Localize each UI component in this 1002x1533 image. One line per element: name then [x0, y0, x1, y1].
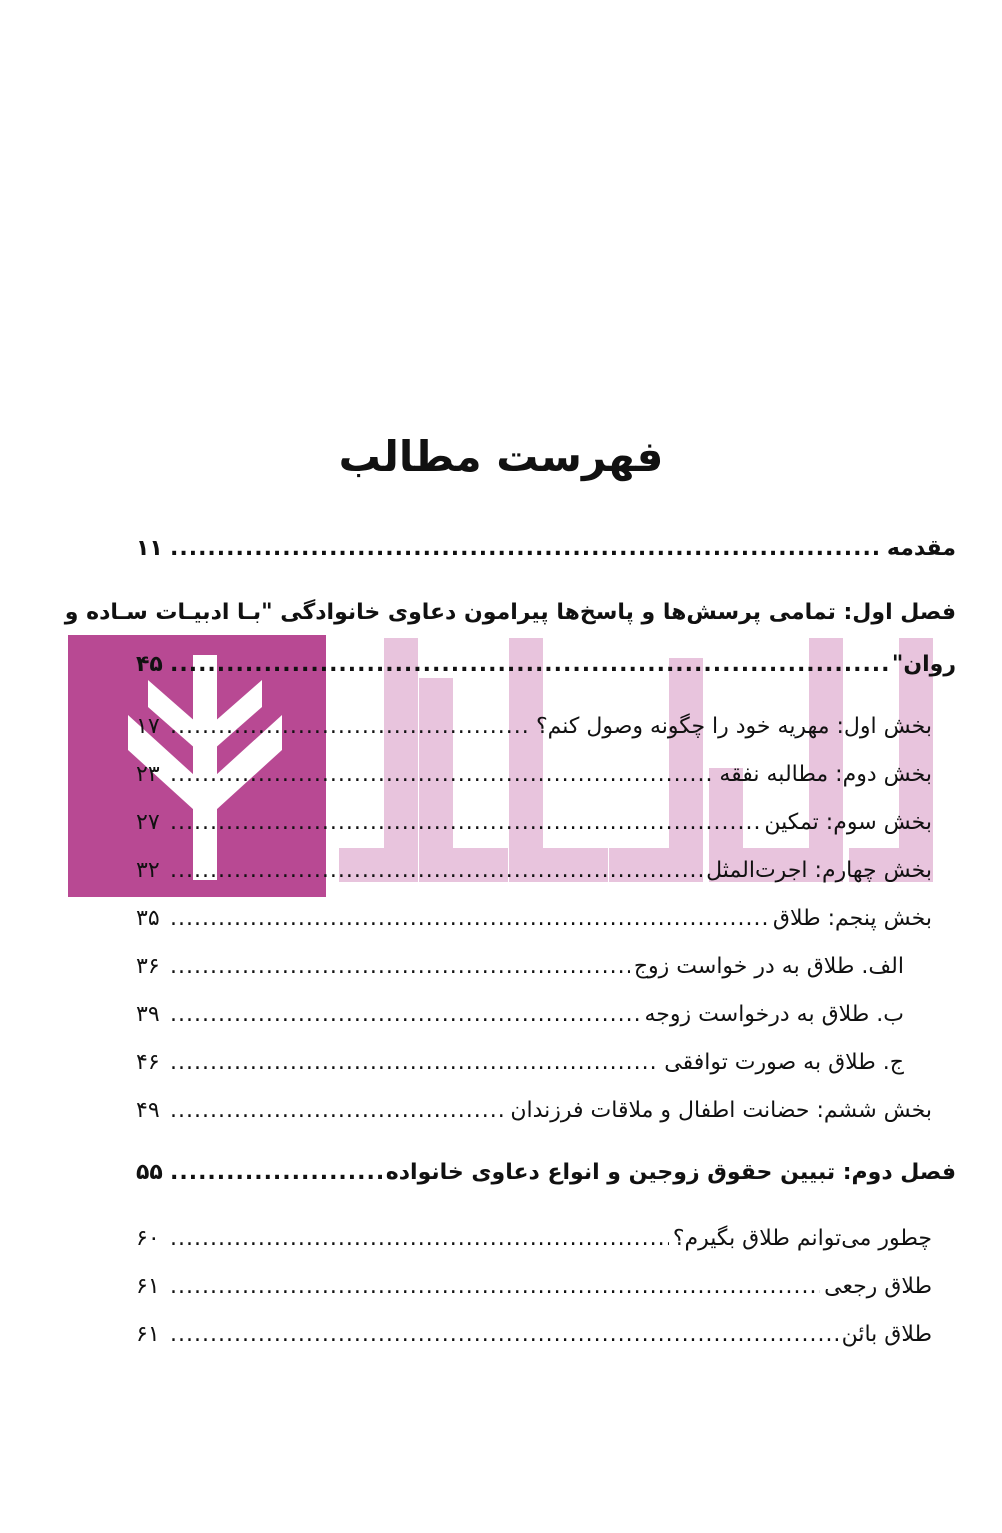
toc-section-label: طلاق بائن	[841, 1322, 932, 1347]
toc-section-label: بخش چهارم: اجرت‌المثل	[706, 858, 932, 883]
toc-section	[136, 810, 932, 835]
toc-section-page: ۳۹	[136, 1002, 160, 1027]
dot-leader	[170, 652, 888, 677]
toc-chapter1-line1: فصل اول: تمامی پرسش‌ها و پاسخ‌ها پیرامون دعاوی خانوادگی "بـا ادبیـات سـاده و	[64, 600, 956, 625]
toc-section-page: ۱۷	[136, 714, 160, 739]
toc-section-label: طلاق رجعی	[824, 1274, 932, 1299]
toc-section-label: بخش اول: مهریه خود را چگونه وصول کنم؟	[535, 714, 932, 739]
dot-leader	[170, 762, 715, 787]
toc-section-page: ۳۵	[136, 906, 160, 931]
toc-section-page: ۶۱	[136, 1274, 160, 1299]
dot-leader	[170, 714, 532, 739]
dot-leader	[170, 1226, 669, 1251]
toc-section-page: ۴۹	[136, 1098, 160, 1123]
toc-section-page: ۳۶	[136, 954, 160, 979]
dot-leader	[170, 1002, 641, 1027]
toc-chapter2	[136, 1160, 956, 1185]
dot-leader	[170, 954, 630, 979]
toc-chapter1-page: ۴۵	[136, 652, 163, 677]
toc-section-label: چطور می‌توانم طلاق بگیرم؟	[672, 1226, 932, 1251]
toc-section	[136, 858, 932, 883]
toc-subsection	[136, 1050, 904, 1075]
dot-leader	[170, 1322, 838, 1347]
toc-section	[136, 1098, 932, 1123]
toc-section-label: بخش سوم: تمکین	[764, 810, 932, 835]
dot-leader	[170, 1274, 820, 1299]
toc-section-page: ۲۳	[136, 762, 160, 787]
toc-section-label: بخش پنجم: طلاق	[772, 906, 932, 931]
toc-intro-label: مقدمه	[886, 536, 956, 561]
toc-section-page: ۶۱	[136, 1322, 160, 1347]
dot-leader	[170, 1050, 660, 1075]
toc-chapter2-label: فصل دوم: تبیین حقوق زوجین و انواع دعاوی خانواده	[385, 1160, 956, 1185]
toc-section-page: ۶۰	[136, 1226, 160, 1251]
toc-section	[136, 1322, 932, 1347]
dot-leader	[170, 906, 769, 931]
toc-chapter1-line2: روان"	[891, 652, 956, 677]
toc-section	[136, 762, 932, 787]
dot-leader	[170, 1160, 382, 1185]
page-title: فهرست مطالب	[338, 432, 664, 481]
dot-leader	[170, 810, 760, 835]
toc-section	[136, 906, 932, 931]
toc-section-label: ب. طلاق به درخواست زوجه	[644, 1002, 904, 1027]
dot-leader	[170, 1098, 506, 1123]
toc-section	[136, 1274, 932, 1299]
toc-chapter1	[136, 652, 956, 677]
toc-subsection	[136, 954, 904, 979]
toc-chapter2-page: ۵۵	[136, 1160, 163, 1185]
toc-section-label: بخش ششم: حضانت اطفال و ملاقات فرزندان	[510, 1098, 932, 1123]
toc-intro	[136, 536, 956, 561]
toc-section-label: ج. طلاق به صورت توافقی	[664, 1050, 904, 1075]
toc-subsection	[136, 1002, 904, 1027]
toc-section-label: بخش دوم: مطالبه نفقه	[719, 762, 932, 787]
toc-section-page: ۳۲	[136, 858, 160, 883]
toc-section-page: ۲۷	[136, 810, 160, 835]
toc-section-label: الف. طلاق به در خواست زوج	[633, 954, 904, 979]
dot-leader	[170, 858, 702, 883]
dot-leader	[170, 536, 883, 561]
toc-section-page: ۴۶	[136, 1050, 160, 1075]
toc-intro-page: ۱۱	[136, 536, 163, 561]
toc-section	[136, 1226, 932, 1251]
toc-section	[136, 714, 932, 739]
